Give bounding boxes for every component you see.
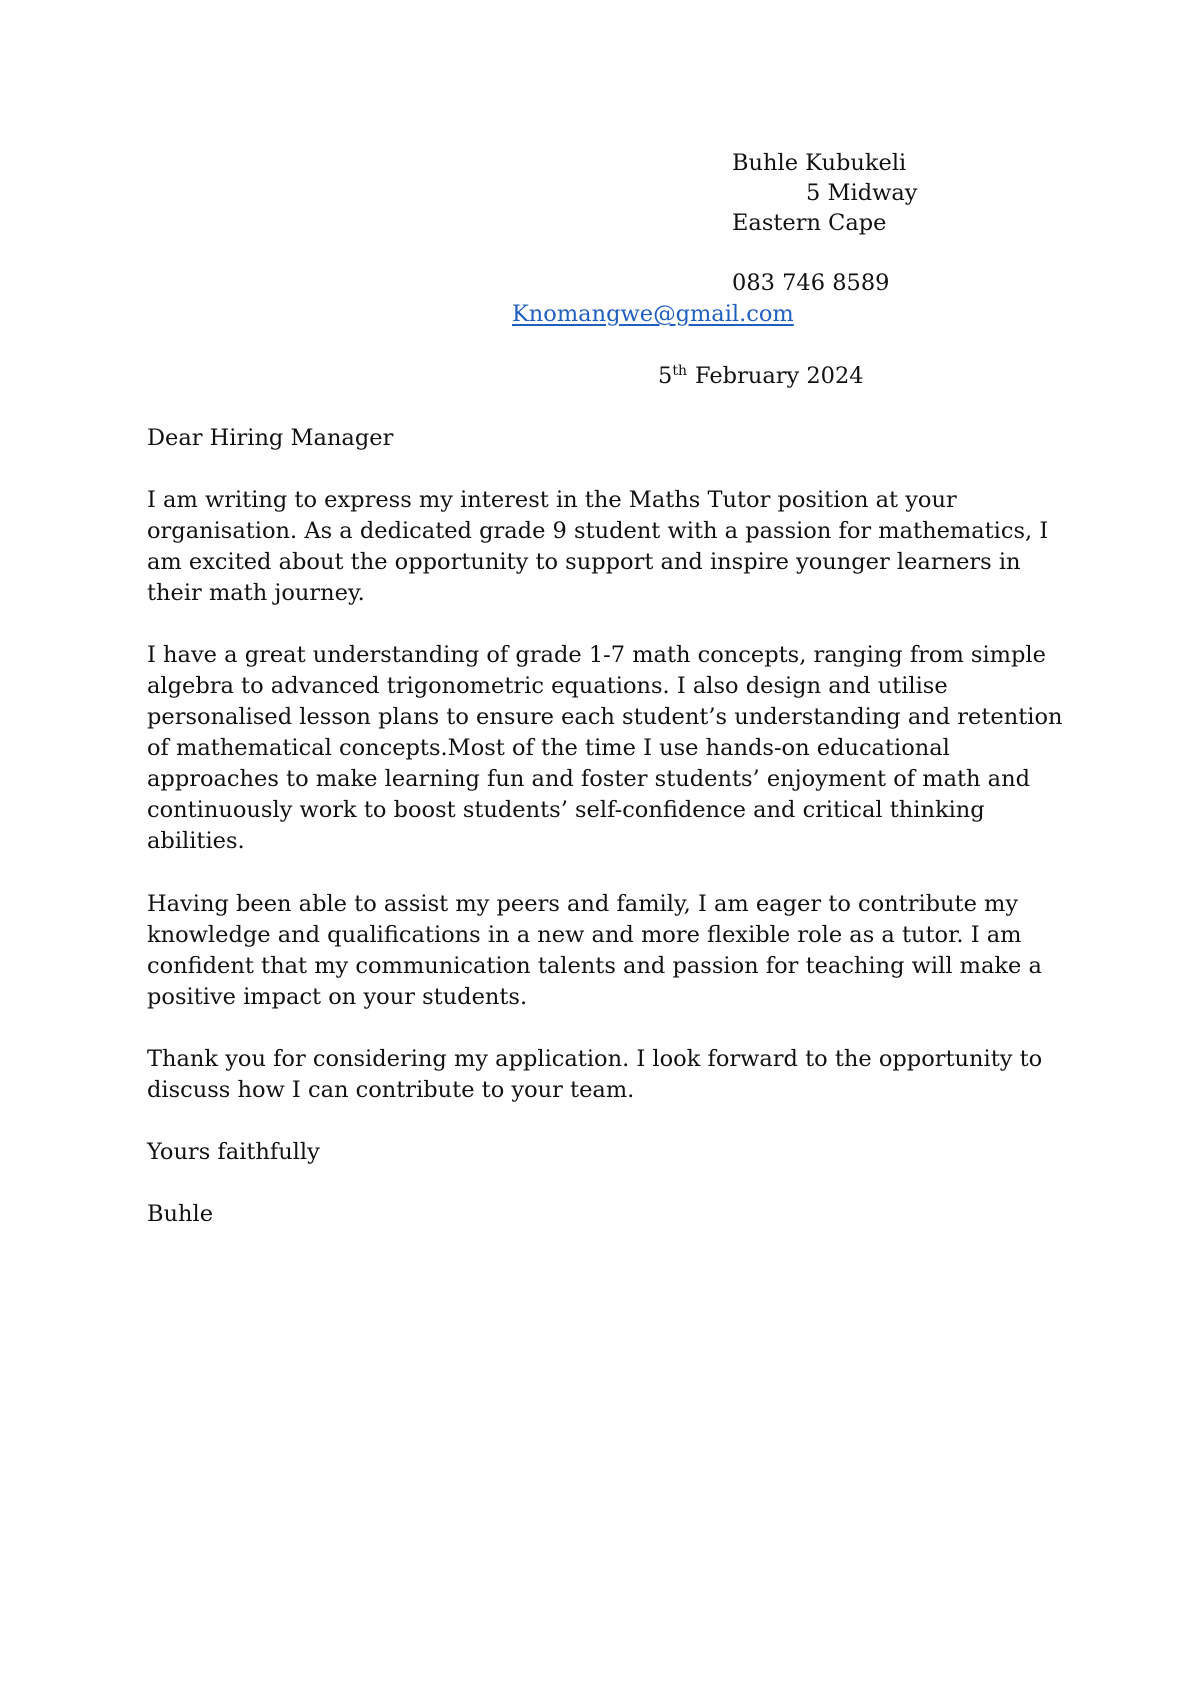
paragraph-line: approaches to make learning fun and foster students’ enjoyment of math and	[147, 766, 1030, 792]
sender-name: Buhle Kubukeli	[732, 150, 907, 176]
letter-date	[658, 361, 864, 391]
paragraph-line: knowledge and qualifications in a new and more flexible role as a tutor. I am	[147, 922, 1022, 948]
body-paragraph	[147, 485, 1048, 609]
paragraph-line: confident that my communication talents and passion for teaching will make a	[147, 953, 1042, 979]
paragraph-line: of mathematical concepts.Most of the time I use hands-on educational	[147, 735, 950, 761]
body-paragraph	[147, 640, 1063, 857]
sender-email-link[interactable]: Knomangwe@gmail.com	[512, 301, 794, 327]
paragraph-line: Having been able to assist my peers and family, I am eager to contribute my	[147, 891, 1019, 917]
paragraph-line: I have a great understanding of grade 1-7 math concepts, ranging from simple	[147, 642, 1046, 668]
paragraph-line: algebra to advanced trigonometric equations. I also design and utilise	[147, 673, 948, 699]
body-paragraph	[147, 889, 1042, 1013]
date-rest: February 2024	[694, 363, 864, 389]
paragraph-line: discuss how I can contribute to your team.	[147, 1077, 635, 1103]
signature: Buhle	[147, 1201, 214, 1227]
paragraph-line: continuously work to boost students’ self-confidence and critical thinking	[147, 797, 985, 823]
paragraph-line: Thank you for considering my application. I look forward to the opportunity to	[147, 1046, 1043, 1072]
date-suffix: th	[672, 363, 687, 379]
closing: Yours faithfully	[147, 1139, 320, 1165]
paragraph-line: positive impact on your students.	[147, 984, 528, 1010]
paragraph-line: organisation. As a dedicated grade 9 student with a passion for mathematics, I	[147, 518, 1049, 544]
paragraph-line: abilities.	[147, 828, 245, 854]
body-paragraph	[147, 1044, 1042, 1106]
sender-street: 5 Midway	[806, 180, 918, 206]
paragraph-line: personalised lesson plans to ensure each student’s understanding and retention	[147, 704, 1063, 730]
sender-province: Eastern Cape	[732, 210, 887, 236]
sender-phone: 083 746 8589	[732, 270, 890, 296]
paragraph-line: am excited about the opportunity to support and inspire younger learners in	[147, 549, 1021, 575]
salutation: Dear Hiring Manager	[147, 425, 394, 451]
date-day: 5	[658, 363, 673, 389]
paragraph-line: I am writing to express my interest in the Maths Tutor position at your	[147, 487, 957, 513]
paragraph-line: their math journey.	[147, 580, 365, 606]
